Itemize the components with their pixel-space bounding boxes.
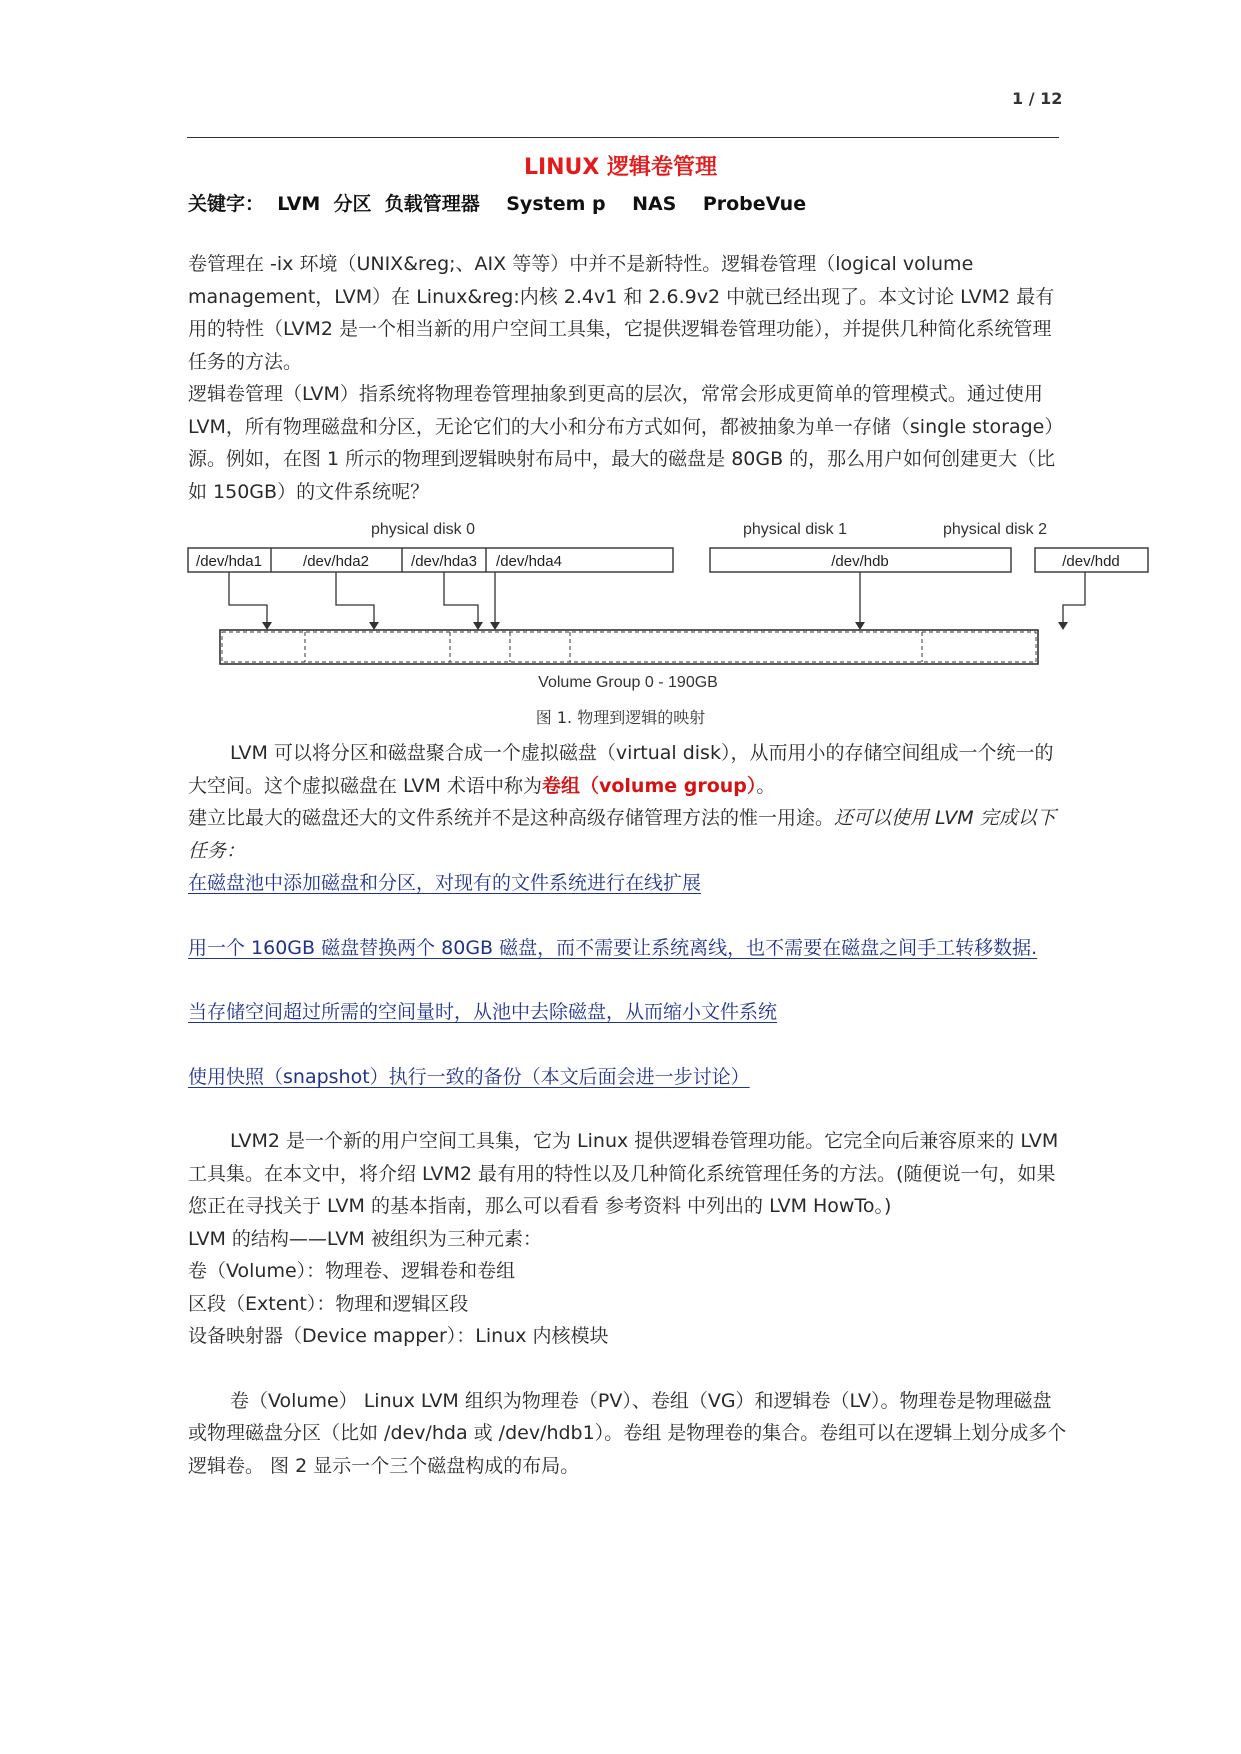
partition-hdb: /dev/hdb bbox=[831, 553, 889, 570]
task-link-1[interactable]: 在磁盘池中添加磁盘和分区，对现有的文件系统进行在线扩展 bbox=[188, 872, 702, 894]
paragraph-volumes: 卷（Volume） Linux LVM 组织为物理卷（PV）、卷组（VG）和逻辑卷（LV）。物理卷是物理磁盘或物理磁盘分区（比如 /dev/hda 或 /dev/hdb1）。卷组 是物理卷的集合。卷组可以在逻辑上划分成多个逻辑卷。 图 2 显示一个三个磁盘构成的布局。 bbox=[188, 1389, 1067, 1477]
disk2-label: physical disk 2 bbox=[942, 521, 1048, 538]
task-link-4[interactable]: 使用快照（snapshot）执行一致的备份（本文后面会进一步讨论） bbox=[188, 1065, 750, 1088]
disk0-label: physical disk 0 bbox=[370, 521, 476, 538]
task-link-2[interactable]: 用一个 160GB 磁盘替换两个 80GB 磁盘，而不需要让系统离线，也不需要在磁盘之间手工转移数据. bbox=[188, 936, 1038, 959]
structure-item-volume: 卷（Volume）：物理卷、逻辑卷和卷组 bbox=[188, 1260, 516, 1282]
intro-paragraph-1: 卷管理在 -ix 环境（UNIX&reg;、AIX 等等）中并不是新特性。逻辑卷管理（logical volume management，LVM）在 Linux&reg:内核 2.4v1 和 2.6.9v2 中就已经出现了。本文讨论 LVM2 最有用的特性（LVM2 是一个相当新的用户空间工具集，它提供逻辑卷管理功能），并提供几种简化系统管理任务的方法。 bbox=[188, 253, 1055, 373]
arrow-hda2 bbox=[336, 572, 374, 624]
intro-section bbox=[188, 248, 1070, 508]
term-volume-group: 卷组（volume group） bbox=[541, 774, 757, 797]
paragraph-volume-group: LVM 可以将分区和磁盘聚合成一个虚拟磁盘（virtual disk），从而用小的存储空间组成一个统一的大空间。这个虚拟磁盘在 LVM 术语中称为卷组（volume group）。 bbox=[188, 742, 1054, 797]
partition-hda4: /dev/hda4 bbox=[496, 553, 562, 570]
partition-hdd: /dev/hdd bbox=[1062, 553, 1120, 570]
arrow-hda3 bbox=[444, 572, 478, 624]
figure-caption: 图 1. 物理到逻辑的映射 bbox=[535, 708, 706, 727]
partition-hda2: /dev/hda2 bbox=[303, 553, 369, 570]
arrow-hdd bbox=[1063, 572, 1085, 624]
keywords-line: 关键字： LVM 分区 负载管理器 System p NAS ProbeVue bbox=[188, 193, 807, 215]
structure-item-device-mapper: 设备映射器（Device mapper）：Linux 内核模块 bbox=[188, 1325, 609, 1347]
disk1-label: physical disk 1 bbox=[742, 521, 848, 538]
structure-item-extent: 区段（Extent）：物理和逻辑区段 bbox=[188, 1292, 469, 1315]
arrow-hda1 bbox=[229, 572, 267, 624]
body-section bbox=[188, 737, 1070, 1482]
volume-group-box bbox=[220, 630, 1038, 664]
task-link-3[interactable]: 当存储空间超过所需的空间量时，从池中去除磁盘，从而缩小文件系统 bbox=[188, 1001, 778, 1023]
intro-paragraph-2: 逻辑卷管理（LVM）指系统将物理卷管理抽象到更高的层次，常常会形成更简单的管理模式。通过使用 LVM，所有物理磁盘和分区，无论它们的大小和分布方式如何，都被抽象为单一存储（single storage）源。例如，在图 1 所示的物理到逻辑映射布局中，最大的磁盘是 80GB 的，那么用户如何创建更大（比如 150GB）的文件系统呢？ bbox=[188, 383, 1064, 503]
partition-hda1: /dev/hda1 bbox=[196, 553, 262, 570]
structure-intro: LVM 的结构——LVM 被组织为三种元素： bbox=[188, 1227, 542, 1250]
paragraph-lvm2: LVM2 是一个新的用户空间工具集，它为 Linux 提供逻辑卷管理功能。它完全向后兼容原来的 LVM 工具集。在本文中，将介绍 LVM2 最有用的特性以及几种简化系统管理任务的方法。(随便说一句，如果您正在寻找关于 LVM 的基本指南，那么可以看看 参考资料 中列出的 LVM HowTo。) bbox=[188, 1130, 1059, 1217]
mapping-figure bbox=[185, 512, 1120, 692]
header-rule bbox=[187, 137, 1059, 138]
document-title: LINUX 逻辑卷管理 bbox=[523, 155, 718, 180]
paragraph-uses: 建立比最大的磁盘还大的文件系统并不是这种高级存储管理方法的惟一用途。还可以使用 LVM 完成以下任务： bbox=[188, 807, 1056, 862]
page-number: 1 / 12 bbox=[1012, 89, 1063, 108]
volume-group-label: Volume Group 0 - 190GB bbox=[538, 674, 718, 691]
partition-hda3: /dev/hda3 bbox=[411, 553, 477, 570]
